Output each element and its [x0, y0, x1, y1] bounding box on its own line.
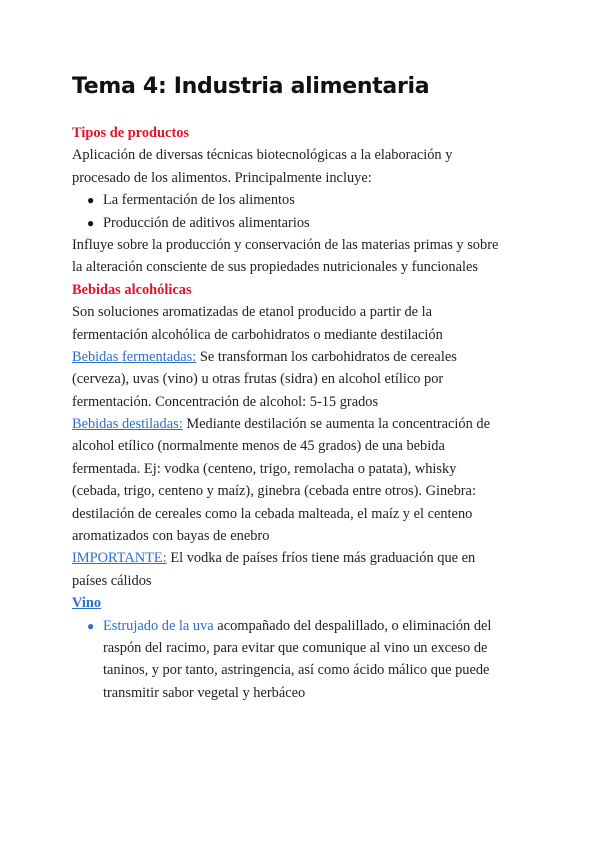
paragraph-line: [72, 413, 532, 435]
list-item: [72, 189, 532, 211]
paragraph-text: Mediante destilación se aumenta la concentración de: [182, 416, 490, 433]
destiladas-link[interactable]: Bebidas destiladas:: [72, 416, 183, 433]
list-item-continuation: transmitir sabor vegetal y herbáceo: [103, 684, 306, 701]
paragraph-line: procesado de los alimentos. Principalmente incluye:: [72, 169, 372, 186]
paragraph-line: (cerveza), uvas (vino) u otras frutas (sidra) en alcohol etílico por: [72, 371, 444, 388]
importante-link[interactable]: IMPORTANTE:: [72, 550, 167, 567]
document-body: [72, 122, 532, 704]
list-item-continuation: raspón del racimo, para evitar que comunique al vino un exceso de: [103, 639, 488, 656]
section-heading-vino[interactable]: Vino: [72, 595, 102, 612]
bullet-icon: ●: [87, 215, 95, 230]
bullet-icon: ●: [87, 618, 95, 633]
paragraph-line: la alteración consciente de sus propiedades nutricionales y funcionales: [72, 259, 478, 276]
paragraph-line: aromatizados con bayas de enebro: [72, 528, 270, 545]
paragraph-line: Son soluciones aromatizadas de etanol producido a partir de la: [72, 304, 433, 321]
paragraph-line: (cebada, trigo, centeno y maíz), ginebra (cebada entre otros). Ginebra:: [72, 483, 476, 500]
list-item: [72, 212, 532, 234]
paragraph-text: Se transforman los carbohidratos de cereales: [196, 348, 457, 365]
list-item-text: acompañado del despalillado, o eliminación del: [213, 617, 492, 634]
paragraph-line: fermentación alcohólica de carbohidratos o mediante destilación: [72, 326, 443, 343]
estrujado-term: Estrujado de la uva: [103, 617, 214, 634]
fermentadas-link[interactable]: Bebidas fermentadas:: [72, 348, 197, 365]
paragraph-line: Aplicación de diversas técnicas biotecnológicas a la elaboración y: [72, 147, 453, 164]
list-item-text: Producción de aditivos alimentarios: [103, 214, 310, 231]
paragraph-line: [72, 346, 532, 368]
paragraph-line: [72, 547, 532, 569]
paragraph-line: destilación de cereales como la cebada malteada, el maíz y el centeno: [72, 505, 473, 522]
list-item-text: La fermentación de los alimentos: [103, 192, 295, 209]
paragraph-line: fermentada. Ej: vodka (centeno, trigo, remolacha o patata), whisky: [72, 460, 457, 477]
paragraph-text: El vodka de países fríos tiene más graduación que en: [166, 550, 476, 567]
section-heading-tipos: Tipos de productos: [72, 125, 190, 141]
paragraph-line: Influye sobre la producción y conservación de las materias primas y sobre: [72, 236, 499, 253]
paragraph-line: alcohol etílico (normalmente menos de 45 grados) de una bebida: [72, 438, 445, 455]
paragraph-line: países cálidos: [72, 572, 152, 589]
paragraph-line: fermentación. Concentración de alcohol: 5-15 grados: [72, 393, 379, 410]
bullet-icon: ●: [87, 193, 95, 208]
page-title: Tema 4: Industria alimentaria: [72, 74, 430, 99]
list-item: [72, 615, 532, 637]
list-item-continuation: taninos, y por tanto, astringencia, así como ácido málico que puede: [103, 662, 490, 679]
section-heading-bebidas: Bebidas alcohólicas: [72, 281, 192, 298]
